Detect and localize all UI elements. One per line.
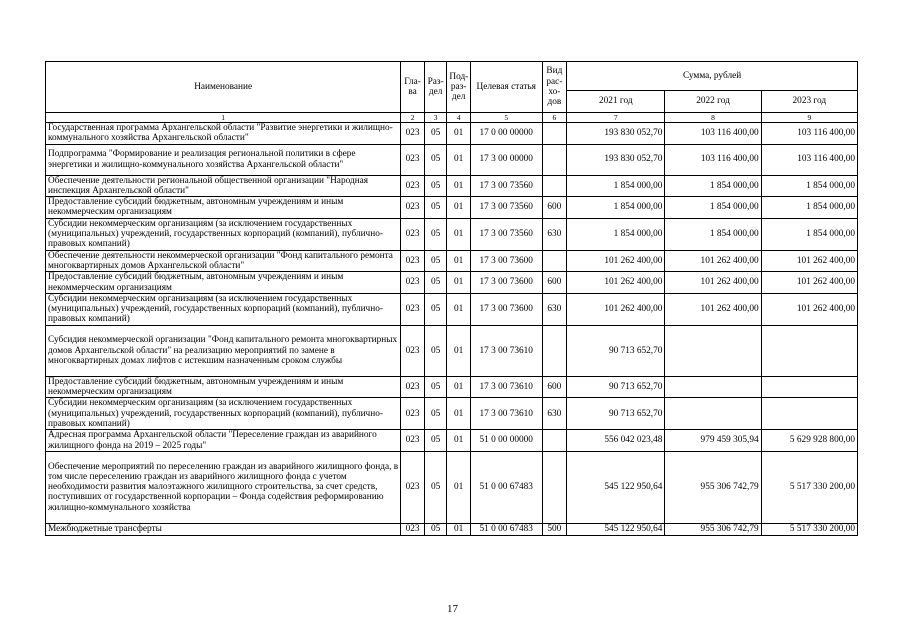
row-sum-2022: 1 854 000,00 [665,218,761,250]
table-row [46,398,858,430]
row-target-item: 51 0 00 67483 [470,523,542,535]
row-chapter: 023 [401,175,425,197]
row-name: Адресная программа Архангельской области "Переселение граждан из аварийного жилищного фонда на 2019 – 2025 годы" [46,430,401,452]
row-sum-2023: 5 517 330 200,00 [761,451,857,523]
row-chapter: 023 [401,325,425,376]
row-sum-2021: 1 854 000,00 [567,218,665,250]
row-section: 05 [424,430,447,452]
row-subsection: 01 [447,398,471,430]
row-subsection: 01 [447,293,471,325]
row-expense-type [542,144,567,175]
row-chapter: 023 [401,376,425,398]
table-row [46,451,858,523]
row-name: Межбюджетные трансферты [46,523,401,535]
row-expense-type [542,250,567,272]
row-sum-2022: 955 306 742,79 [665,523,761,535]
table-row [46,218,858,250]
row-chapter: 023 [401,451,425,523]
row-chapter: 023 [401,398,425,430]
row-section: 05 [424,218,447,250]
row-sum-2021: 1 854 000,00 [567,175,665,197]
row-section: 05 [424,523,447,535]
row-sum-2022 [665,376,761,398]
header-year-2022: 2022 год [665,91,761,113]
row-sum-2023: 5 629 928 800,00 [761,430,857,452]
row-sum-2022 [665,398,761,430]
row-expense-type [542,451,567,523]
row-sum-2021: 90 713 652,70 [567,325,665,376]
table-row [46,144,858,175]
row-subsection: 01 [447,144,471,175]
column-number: 4 [447,113,471,123]
row-name: Государственная программа Архангельской области "Развитие энергетики и жилищно-коммунального хозяйства Архангельской области" [46,123,401,145]
column-number: 3 [424,113,447,123]
header-section: Раз-дел [424,62,447,113]
budget-table [45,61,858,536]
row-name: Предоставление субсидий бюджетным, автономным учреждениям и иным некоммерческим организациям [46,272,401,294]
row-section: 05 [424,325,447,376]
table-row [46,250,858,272]
row-target-item: 17 3 00 73560 [470,175,542,197]
row-expense-type: 500 [542,523,567,535]
row-name: Субсидии некоммерческим организациям (за исключением государственных (муниципальных) учреждений, государственных корпораций (компаний), публично-правовых компаний) [46,218,401,250]
row-sum-2022: 103 116 400,00 [665,123,761,145]
column-number: 9 [761,113,857,123]
column-number-row [46,113,858,123]
table-row [46,325,858,376]
row-section: 05 [424,376,447,398]
row-section: 05 [424,175,447,197]
row-section: 05 [424,293,447,325]
table-row [46,376,858,398]
row-sum-2021: 1 854 000,00 [567,197,665,219]
row-section: 05 [424,144,447,175]
row-subsection: 01 [447,325,471,376]
header-chapter: Гла-ва [401,62,425,113]
row-target-item: 17 3 00 73610 [470,398,542,430]
row-section: 05 [424,272,447,294]
row-sum-2021: 90 713 652,70 [567,398,665,430]
row-section: 05 [424,398,447,430]
row-sum-2022: 101 262 400,00 [665,250,761,272]
table-row [46,197,858,219]
row-target-item: 17 0 00 00000 [470,123,542,145]
row-target-item: 17 3 00 73600 [470,293,542,325]
row-chapter: 023 [401,523,425,535]
column-number: 6 [542,113,567,123]
row-expense-type: 600 [542,272,567,294]
row-sum-2023: 5 517 330 200,00 [761,523,857,535]
row-sum-2023 [761,325,857,376]
row-sum-2021: 101 262 400,00 [567,293,665,325]
row-name: Предоставление субсидий бюджетным, автономным учреждениям и иным некоммерческим организациям [46,376,401,398]
row-sum-2022: 101 262 400,00 [665,272,761,294]
row-subsection: 01 [447,250,471,272]
header-expense-type: Вид рас-хо-дов [542,62,567,113]
row-sum-2023: 1 854 000,00 [761,197,857,219]
row-expense-type [542,325,567,376]
row-target-item: 17 3 00 73560 [470,218,542,250]
row-chapter: 023 [401,197,425,219]
row-chapter: 023 [401,272,425,294]
row-chapter: 023 [401,144,425,175]
row-sum-2023: 101 262 400,00 [761,272,857,294]
header-sum: Сумма, рублей [567,62,858,91]
row-section: 05 [424,123,447,145]
row-subsection: 01 [447,123,471,145]
column-number: 5 [470,113,542,123]
row-subsection: 01 [447,218,471,250]
row-sum-2022 [665,325,761,376]
row-expense-type [542,123,567,145]
column-number: 2 [401,113,425,123]
row-expense-type: 630 [542,398,567,430]
row-expense-type: 630 [542,218,567,250]
table-row [46,430,858,452]
column-number: 8 [665,113,761,123]
row-name: Субсидия некоммерческой организации "Фонд капитального ремонта многоквартирных домов Архангельской области" на реализацию мероприятий по замене в многоквартирных домах лифтов с истекшим назначенным сроком службы [46,325,401,376]
row-name: Обеспечение деятельности региональной общественной организации "Народная инспекция Архангельской области" [46,175,401,197]
row-subsection: 01 [447,175,471,197]
row-sum-2021: 193 830 052,70 [567,144,665,175]
row-target-item: 17 3 00 73600 [470,272,542,294]
row-expense-type [542,430,567,452]
page-number: 17 [447,603,458,615]
row-subsection: 01 [447,272,471,294]
row-target-item: 17 3 00 00000 [470,144,542,175]
row-chapter: 023 [401,123,425,145]
row-target-item: 17 3 00 73560 [470,197,542,219]
row-section: 05 [424,250,447,272]
row-sum-2021: 556 042 023,48 [567,430,665,452]
row-sum-2023 [761,376,857,398]
row-subsection: 01 [447,430,471,452]
row-sum-2022: 1 854 000,00 [665,175,761,197]
row-sum-2021: 545 122 950,64 [567,451,665,523]
table-row [46,293,858,325]
row-expense-type: 630 [542,293,567,325]
column-number: 7 [567,113,665,123]
row-subsection: 01 [447,523,471,535]
row-chapter: 023 [401,218,425,250]
row-sum-2023 [761,398,857,430]
row-expense-type: 600 [542,376,567,398]
row-sum-2023: 103 116 400,00 [761,123,857,145]
row-sum-2022: 979 459 305,94 [665,430,761,452]
row-sum-2021: 545 122 950,64 [567,523,665,535]
row-chapter: 023 [401,250,425,272]
row-sum-2021: 101 262 400,00 [567,272,665,294]
row-target-item: 17 3 00 73610 [470,376,542,398]
row-sum-2022: 101 262 400,00 [665,293,761,325]
row-sum-2021: 101 262 400,00 [567,250,665,272]
row-target-item: 51 0 00 00000 [470,430,542,452]
row-expense-type: 600 [542,197,567,219]
row-subsection: 01 [447,451,471,523]
row-chapter: 023 [401,293,425,325]
header-year-2023: 2023 год [761,91,857,113]
row-name: Субсидии некоммерческим организациям (за исключением государственных (муниципальных) учреждений, государственных корпораций (компаний), публично-правовых компаний) [46,398,401,430]
table-row [46,123,858,145]
header-target-item: Целевая статья [470,62,542,113]
row-expense-type [542,175,567,197]
row-sum-2021: 193 830 052,70 [567,123,665,145]
row-target-item: 17 3 00 73600 [470,250,542,272]
table-row [46,272,858,294]
row-target-item: 51 0 00 67483 [470,451,542,523]
table-row [46,175,858,197]
table-row [46,523,858,535]
row-subsection: 01 [447,197,471,219]
row-name: Обеспечение мероприятий по переселению граждан из аварийного жилищного фонда, в том числе переселению граждан из аварийного жилищного фонда с учетом необходимости развития малоэтажного жилищного строительства, за счет средств, поступивших от государственной корпорации – Фонда содействия реформированию жилищно-коммунального хозяйства [46,451,401,523]
column-number: 1 [46,113,401,123]
row-chapter: 023 [401,430,425,452]
header-year-2021: 2021 год [567,91,665,113]
row-sum-2023: 101 262 400,00 [761,293,857,325]
row-sum-2023: 101 262 400,00 [761,250,857,272]
row-sum-2023: 1 854 000,00 [761,218,857,250]
row-target-item: 17 3 00 73610 [470,325,542,376]
row-sum-2022: 103 116 400,00 [665,144,761,175]
row-sum-2021: 90 713 652,70 [567,376,665,398]
row-name: Субсидии некоммерческим организациям (за исключением государственных (муниципальных) учреждений, государственных корпораций (компаний), публично-правовых компаний) [46,293,401,325]
row-sum-2022: 1 854 000,00 [665,197,761,219]
row-name: Предоставление субсидий бюджетным, автономным учреждениям и иным некоммерческим организациям [46,197,401,219]
row-sum-2023: 1 854 000,00 [761,175,857,197]
row-section: 05 [424,451,447,523]
row-subsection: 01 [447,376,471,398]
header-subsection: Под-раз-дел [447,62,471,113]
row-sum-2023: 103 116 400,00 [761,144,857,175]
row-name: Обеспечение деятельности некоммерческой организации "Фонд капитального ремонта многоквартирных домов Архангельской области" [46,250,401,272]
row-sum-2022: 955 306 742,79 [665,451,761,523]
row-section: 05 [424,197,447,219]
row-name: Подпрограмма "Формирование и реализация региональной политики в сфере энергетики и жилищно-коммунального хозяйства Архангельской области" [46,144,401,175]
header-name: Наименование [46,62,401,113]
